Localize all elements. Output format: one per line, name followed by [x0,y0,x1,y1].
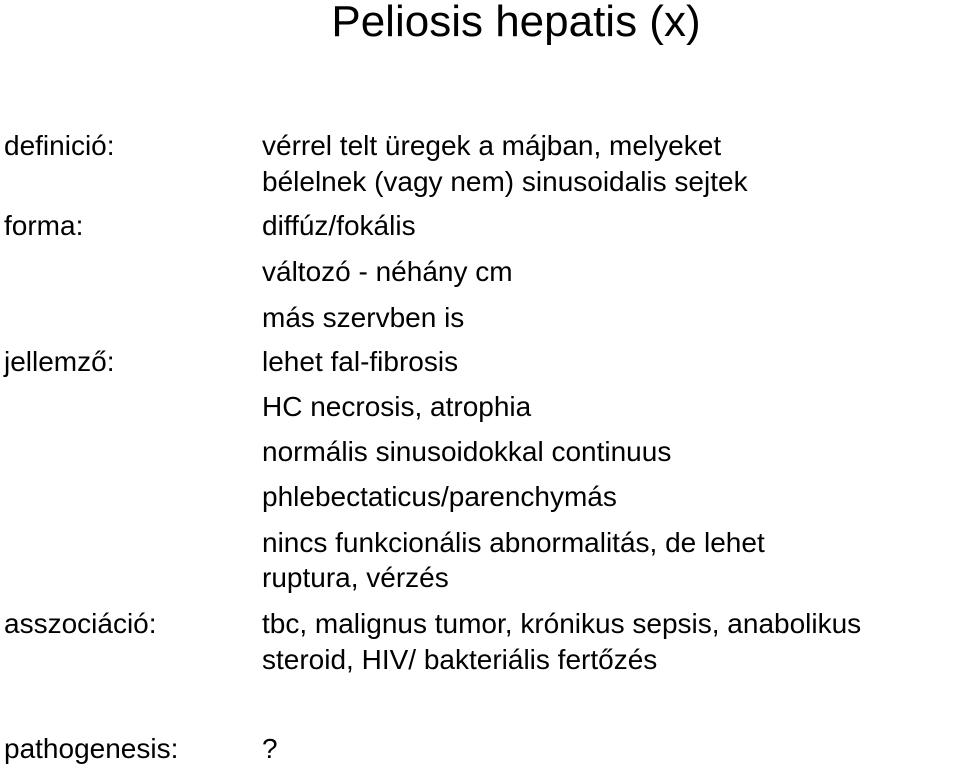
section-label-definicio: definició: [4,130,115,161]
forma-line: más szervben is [262,302,465,333]
pathogenesis-value: ? [262,733,278,764]
jellemzo-line: normális sinusoidokkal continuus [262,436,672,467]
jellemzo-line: phlebectaticus/parenchymás [262,481,617,512]
pathogenesis-row [4,733,278,765]
asszociacio-line: tbc, malignus tumor, krónikus sepsis, anabolikus [262,608,862,639]
jellemzo-line: lehet fal-fibrosis [262,346,459,377]
pathogenesis-label: pathogenesis: [4,733,179,764]
forma-line: diffúz/fokális [262,210,416,241]
jellemzo-line: HC necrosis, atrophia [262,391,532,422]
definicio-line: vérrel telt üregek a májban, melyeket [262,130,722,161]
definicio-line: bélelnek (vagy nem) sinusoidalis sejtek [262,166,748,197]
section-label-jellemzo: jellemző: [4,346,115,377]
section-label-forma: forma: [4,210,84,241]
asszociacio-line: steroid, HIV/ bakteriális fertőzés [262,644,658,675]
forma-line: változó - néhány cm [262,256,513,287]
jellemzo-line: ruptura, vérzés [262,562,449,593]
page-title: Peliosis hepatis (x) [331,0,701,46]
section-label-asszociacio: asszociáció: [4,608,157,639]
jellemzo-line: nincs funkcionális abnormalitás, de lehet [262,527,765,558]
